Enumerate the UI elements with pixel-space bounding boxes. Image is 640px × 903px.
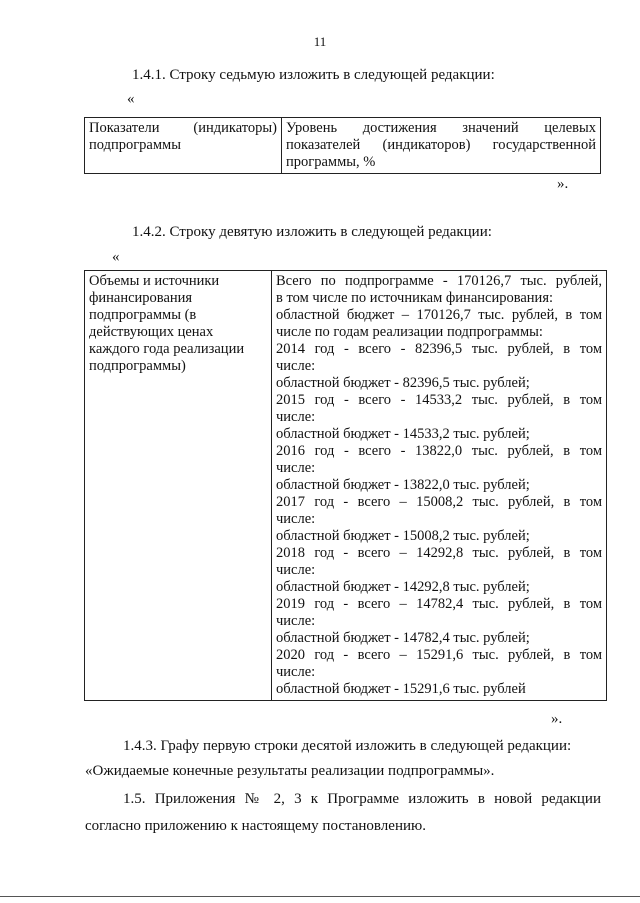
cell-line: областной бюджет - 14782,4 тыс. рублей;: [276, 630, 530, 646]
cell-line: 2020 год - всего – 15291,6 тыс. рублей, в том: [276, 647, 602, 663]
cell-line: программы, %: [286, 154, 376, 170]
section-1-4-3-line2: «Ожидаемые конечные результаты реализации подпрограммы».: [85, 763, 495, 779]
cell-line: 2017 год - всего – 15008,2 тыс. рублей, в том: [276, 494, 602, 510]
table-cell-left: [85, 271, 272, 701]
cell-line: числе:: [276, 664, 316, 680]
cell-line: числе:: [276, 562, 316, 578]
cell-line: показателей (индикаторов) государственной: [286, 137, 596, 153]
cell-line: областной бюджет - 82396,5 тыс. рублей;: [276, 375, 530, 391]
section-1-5-line2: согласно приложению к настоящему постановлению.: [85, 818, 426, 834]
table-cell-right: [272, 271, 607, 701]
cell-line: подпрограммы: [89, 137, 181, 153]
cell-line: подпрограммы): [89, 358, 186, 374]
cell-line: Объемы и источники: [89, 273, 220, 289]
table-row: [85, 118, 601, 174]
table-cell-left: [85, 118, 282, 174]
cell-line: 2019 год - всего – 14782,4 тыс. рублей, в том: [276, 596, 602, 612]
section-1-4-1-open-quote: «: [127, 91, 135, 107]
cell-line: Всего по подпрограмме - 170126,7 тыс. рублей,: [276, 273, 602, 289]
section-1-4-2-open-quote: «: [112, 249, 120, 265]
cell-line: в том числе по источникам финансирования:: [276, 290, 554, 306]
cell-line: 2014 год - всего - 82396,5 тыс. рублей, в том: [276, 341, 602, 357]
table-row-9: [84, 270, 607, 701]
cell-line: Уровень достижения значений целевых: [286, 120, 596, 136]
section-1-4-2-heading: 1.4.2. Строку девятую изложить в следующей редакции:: [132, 224, 492, 240]
section-1-4-1-heading: 1.4.1. Строку седьмую изложить в следующей редакции:: [132, 67, 495, 83]
section-1-4-2-close-quote: ».: [551, 711, 563, 727]
cell-line: областной бюджет - 15291,6 тыс. рублей: [276, 681, 526, 697]
section-1-4-3-line1: 1.4.3. Графу первую строки десятой изложить в следующей редакции:: [123, 738, 572, 754]
cell-line: областной бюджет – 170126,7 тыс. рублей, в том: [276, 307, 602, 323]
cell-line: финансирования: [89, 290, 193, 306]
cell-line: числе:: [276, 358, 316, 374]
table-row: [85, 271, 607, 701]
cell-line: каждого года реализации: [89, 341, 245, 357]
cell-line: Показатели (индикаторы): [89, 120, 277, 136]
section-1-5-line1: 1.5. Приложения № 2, 3 к Программе изложить в новой редакции: [123, 791, 601, 807]
cell-line: областной бюджет - 14292,8 тыс. рублей;: [276, 579, 530, 595]
table-cell-right: [282, 118, 601, 174]
cell-line: действующих ценах: [89, 324, 214, 340]
cell-line: числе:: [276, 511, 316, 527]
table-row-7: [84, 117, 601, 174]
cell-line: подпрограммы (в: [89, 307, 197, 323]
cell-line: областной бюджет - 13822,0 тыс. рублей;: [276, 477, 530, 493]
cell-line: числе по годам реализации подпрограммы:: [276, 324, 543, 340]
cell-line: числе:: [276, 613, 316, 629]
section-1-4-1-close-quote: ».: [557, 176, 569, 192]
cell-line: числе:: [276, 409, 316, 425]
cell-line: 2015 год - всего - 14533,2 тыс. рублей, в том: [276, 392, 602, 408]
page-number: 11: [313, 34, 327, 49]
bottom-rule: [0, 896, 640, 897]
cell-line: 2016 год - всего - 13822,0 тыс. рублей, в том: [276, 443, 602, 459]
cell-line: областной бюджет - 14533,2 тыс. рублей;: [276, 426, 530, 442]
cell-line: числе:: [276, 460, 316, 476]
cell-line: областной бюджет - 15008,2 тыс. рублей;: [276, 528, 530, 544]
cell-line: 2018 год - всего – 14292,8 тыс. рублей, в том: [276, 545, 602, 561]
